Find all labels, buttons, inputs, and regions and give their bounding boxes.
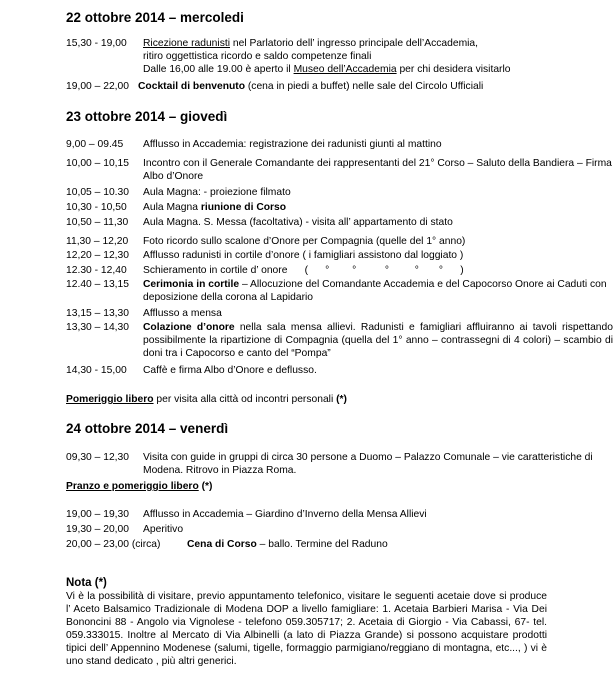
row-description: Caffè e firma Albo d’Onore e deflusso.: [143, 365, 317, 376]
free-afternoon-link[interactable]: Pomeriggio libero: [66, 394, 154, 405]
row-time: 19,00 – 22,00: [66, 81, 129, 92]
row-description: Afflusso in Accademia – Giardino d’Inverno della Mensa Allievi: [143, 509, 427, 520]
row-time: 19,00 – 19,30: [66, 509, 129, 520]
row-description: Foto ricordo sullo scalone d’Onore per Compagnia (quelle del 1° anno): [143, 236, 466, 247]
day-heading-23-october: 23 ottobre 2014 – giovedì: [66, 109, 228, 124]
row-description: Afflusso in Accademia: registrazione dei radunisti giunti al mattino: [143, 139, 442, 150]
note-title: Nota (*): [66, 577, 107, 589]
row-time: 12.40 – 13,15: [66, 279, 129, 290]
row-description: [143, 201, 613, 214]
row-description: [187, 538, 614, 551]
row-bold-text: Colazione d’onore: [143, 322, 235, 333]
row-description: [143, 37, 613, 76]
row-text: per visita alla città od incontri personali: [153, 394, 337, 405]
row-text: nel Parlatorio dell’ ingresso principale dell’Accademia,: [230, 38, 479, 49]
row-description: Incontro con il Generale Comandante dei rappresentanti del 21° Corso – Saluto della Bandiera – Firma Albo d’Onore: [143, 158, 612, 182]
row-time: 13,15 – 13,30: [66, 308, 129, 319]
row-text: nella sala mensa allievi. Radunisti e famigliari affluiranno ai tavoli rispettando possibilmente la ripartizione di Compagnia (quella del 1° anno – contrassegni di 4 colori) – scambio di doni tra i Capocorso e canto del “Pompa”: [143, 322, 613, 359]
row-description: [143, 321, 613, 360]
lunch-free-line: [66, 480, 212, 493]
row-time: 19,30 – 20,00: [66, 524, 129, 535]
row-description: Aula Magna: - proiezione filmato: [143, 187, 291, 198]
free-afternoon-line: [66, 393, 347, 406]
row-bold-text: Cena di Corso: [187, 539, 257, 550]
row-time: 10,30 - 10,50: [66, 202, 127, 213]
row-text: per chi desidera visitarlo: [396, 64, 511, 75]
row-description: Aula Magna. S. Messa (facoltativa) - visita all’ appartamento di stato: [143, 217, 453, 228]
day-heading-22-october: 22 ottobre 2014 – mercoledi: [66, 10, 244, 25]
row-time: 12,20 – 12,30: [66, 250, 129, 261]
row-time: 10,00 – 10,15: [66, 158, 129, 169]
row-text: ritiro oggettistica ricordo e saldo competenze finali: [143, 51, 372, 62]
row-description: [138, 80, 608, 93]
row-time: 10,05 – 10.30: [66, 187, 129, 198]
row-time: 10,50 – 11,30: [66, 217, 129, 228]
row-bold-text: Cerimonia in cortile: [143, 279, 240, 290]
lunch-free-link[interactable]: Pranzo e pomeriggio libero: [66, 481, 199, 492]
museum-link[interactable]: Museo dell’Accademia: [293, 64, 397, 75]
day-heading-24-october: 24 ottobre 2014 – venerdì: [66, 421, 229, 436]
row-text: – ballo. Termine del Raduno: [256, 539, 388, 550]
reception-link[interactable]: Ricezione radunisti: [143, 38, 230, 49]
row-time: 13,30 – 14,30: [66, 322, 129, 333]
row-time: 12.30 - 12,40: [66, 265, 127, 276]
row-text: – Allocuzione del Comandante Accademia e del Capocorso Onore ai Caduti con deposizione della corona al Lapidario: [143, 279, 607, 303]
row-description: Afflusso a mensa: [143, 308, 222, 319]
row-description: Visita con guide in gruppi di circa 30 persone a Duomo – Palazzo Comunale – vie caratteristiche di Modena. Ritrovo in Piazza Roma.: [143, 452, 593, 476]
row-text: Aula Magna: [143, 202, 201, 213]
row-time: 20,00 – 23,00 (circa): [66, 539, 161, 550]
row-description: [143, 278, 611, 304]
row-time: 09,30 – 12,30: [66, 452, 129, 463]
row-time: 11,30 – 12,20: [66, 236, 129, 247]
row-description: Afflusso radunisti in cortile d’onore ( i famigliari assistono dal loggiato ): [143, 250, 464, 261]
note-body: Vi è la possibilità di visitare, previo appuntamento telefonico, visitare le seguenti acetaie dove si produce l’ Aceto Balsamico Tradizionale di Modena DOP a livello famigliare: 1. Acetaia Barbieri Marisa - Via Dei Bononcini 88 - Angolo via Vignolese - telefono 059.305717; 2. Acetaia di Giorgio - Via Cabassi, 67- tel. 059.333015. Inoltre al Mercato di Via Albinelli (a lato di Piazza Grande) si possono acquistare prodotti tipici dell’ Appennino Modenese (salumi, tigelle, formaggio parmigiano/reggiano di montagna, etc..., ) vi è uno stand dedicato , più altri generici.: [66, 591, 547, 667]
row-time: 15,30 - 19,00: [66, 38, 127, 49]
row-bold-text: riunione di Corso: [200, 202, 287, 213]
row-text: (cena in piedi a buffet) nelle sale del Circolo Ufficiali: [245, 81, 484, 92]
note-reference: (*): [336, 394, 347, 405]
row-time: 9,00 – 09.45: [66, 139, 124, 150]
row-time: 14,30 - 15,00: [66, 365, 127, 376]
note-reference: (*): [198, 481, 213, 492]
row-description: Schieramento in cortile d’ onore ( ° ° ° ° ° ): [143, 265, 464, 276]
row-bold-text: Cocktail di benvenuto: [138, 81, 245, 92]
row-description: Aperitivo: [143, 524, 184, 535]
row-text: Dalle 16,00 alle 19.00 è aperto il: [143, 64, 294, 75]
